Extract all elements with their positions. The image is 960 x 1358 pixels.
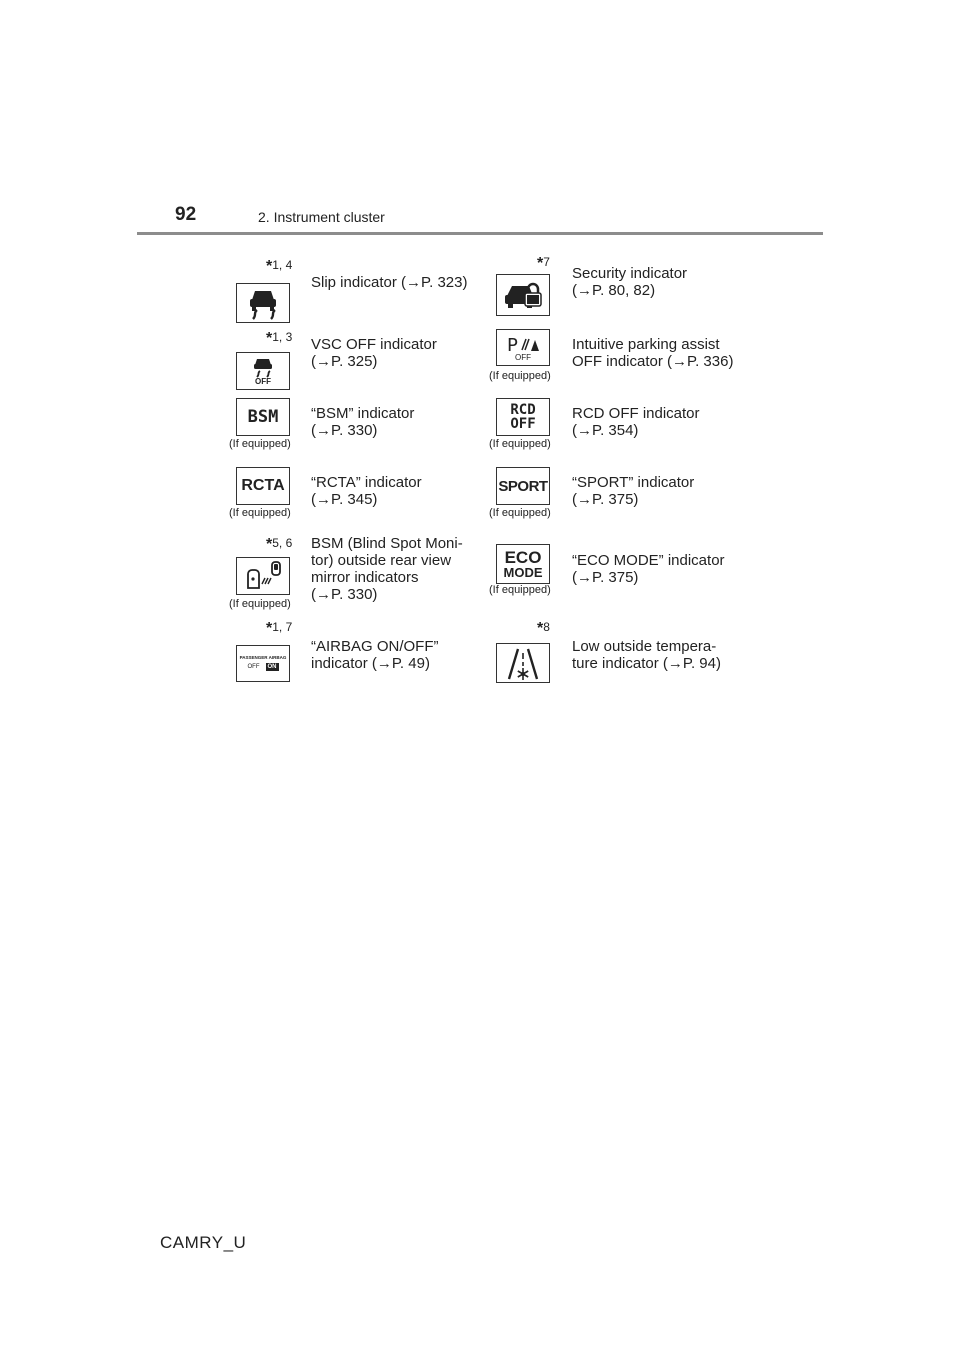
desc-line: BSM (Blind Spot Moni- (311, 535, 463, 552)
desc-line: Low outside tempera- (572, 638, 717, 655)
desc-line: (→P. 325) (311, 353, 378, 370)
eco-mode-icon (496, 544, 550, 584)
rcta-icon (236, 467, 290, 505)
page-number: 92 (175, 204, 197, 225)
icon-label: PASSENGER AIRBAG (239, 654, 287, 660)
header-rule (137, 232, 823, 235)
icon-label: OFF (255, 377, 271, 386)
icon-label: OFF (247, 664, 260, 671)
security-car-lock-icon (496, 274, 550, 316)
if-equipped-note: (If equipped) (229, 507, 291, 519)
desc-line: Intuitive parking assist (572, 336, 720, 353)
icon-label: RCTA (241, 477, 285, 494)
desc-line: (→P. 345) (311, 491, 378, 508)
desc-line: “ECO MODE” indicator (572, 552, 725, 569)
passenger-airbag-icon (236, 645, 290, 682)
desc-line: Security indicator (572, 265, 688, 282)
desc-line: OFF indicator (→P. 336) (572, 353, 734, 370)
bsm-icon (236, 398, 290, 436)
slip-icon (236, 283, 290, 323)
desc-line: “RCTA” indicator (311, 474, 422, 491)
desc-line: RCD OFF indicator (572, 405, 700, 422)
if-equipped-note: (If equipped) (229, 598, 291, 610)
if-equipped-note: (If equipped) (489, 507, 551, 519)
icon-label: SPORT (498, 477, 548, 495)
icon-label: ECO (504, 548, 542, 567)
sport-icon (496, 467, 550, 505)
rcd-off-icon (496, 398, 550, 436)
icon-label: BSM (247, 406, 279, 427)
desc-line: (→P. 80, 82) (572, 282, 656, 299)
desc-line: ture indicator (→P. 94) (572, 655, 721, 672)
section-title: 2. Instrument cluster (258, 209, 385, 225)
low-temperature-icon (496, 643, 550, 683)
desc-line: tor) outside rear view (311, 552, 452, 569)
if-equipped-note: (If equipped) (489, 584, 551, 596)
bsm-mirror-icon (236, 557, 290, 595)
footer-model: CAMRY_U (160, 1233, 247, 1252)
desc-line: “SPORT” indicator (572, 474, 695, 491)
desc-line: (→P. 375) (572, 491, 639, 508)
icon-label: OFF (515, 352, 531, 362)
desc-line: VSC OFF indicator (311, 336, 437, 353)
parking-assist-off-icon (496, 329, 550, 366)
desc-line: (→P. 330) (311, 422, 378, 439)
desc-line: (→P. 330) (311, 586, 378, 603)
asterisk-note: *8 (537, 620, 550, 637)
if-equipped-note: (If equipped) (489, 370, 551, 382)
asterisk-note: *1, 7 (266, 620, 293, 637)
icon-label: ON (267, 664, 277, 671)
vsc-off-icon (236, 352, 290, 390)
asterisk-note: *5, 6 (266, 536, 293, 553)
icon-label: RCD (510, 402, 536, 418)
desc-line: (→P. 354) (572, 422, 639, 439)
desc-line: Slip indicator (→P. 323) (311, 274, 468, 291)
asterisk-note: *1, 3 (266, 330, 293, 347)
desc-line: “BSM” indicator (311, 405, 415, 422)
svg-text:P: P (507, 334, 518, 354)
icon-label: OFF (510, 416, 536, 432)
icon-label: MODE (503, 565, 543, 580)
asterisk-note: *7 (537, 255, 550, 272)
desc-line: “AIRBAG ON/OFF” (311, 638, 439, 655)
desc-line: indicator (→P. 49) (311, 655, 430, 672)
asterisk-note: *1, 4 (266, 258, 293, 275)
if-equipped-note: (If equipped) (489, 438, 551, 450)
desc-line: (→P. 375) (572, 569, 639, 586)
desc-line: mirror indicators (311, 569, 419, 586)
if-equipped-note: (If equipped) (229, 438, 291, 450)
